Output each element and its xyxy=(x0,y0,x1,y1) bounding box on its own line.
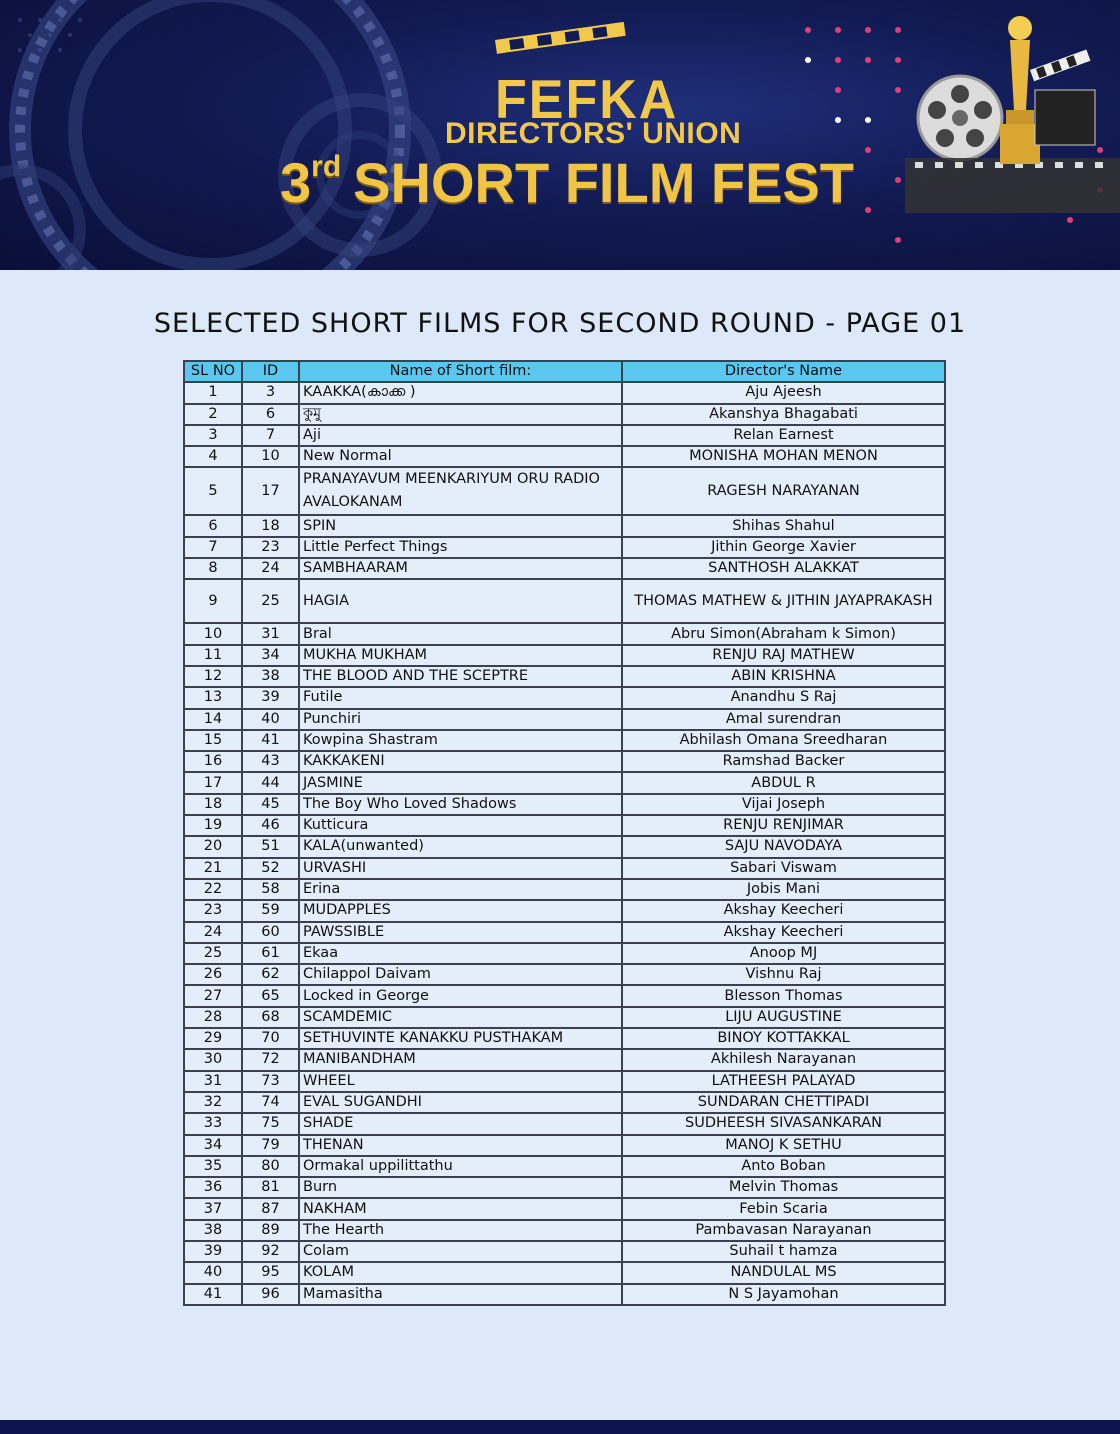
cell-id: 7 xyxy=(242,425,299,446)
cell-film-name: JASMINE xyxy=(299,772,622,793)
table-row xyxy=(184,687,945,708)
cell-id: 62 xyxy=(242,964,299,985)
cell-film-name: Colam xyxy=(299,1241,622,1262)
table-row xyxy=(184,579,945,623)
cell-sl-no: 33 xyxy=(184,1113,242,1134)
fest-title-text: SHORT FILM FEST xyxy=(353,151,855,214)
cell-director: ABIN KRISHNA xyxy=(622,666,945,687)
table-row xyxy=(184,1262,945,1283)
table-row xyxy=(184,1049,945,1070)
cell-id: 87 xyxy=(242,1198,299,1219)
table-row xyxy=(184,985,945,1006)
cell-id: 81 xyxy=(242,1177,299,1198)
cell-director: Akshay Keecheri xyxy=(622,922,945,943)
cell-film-name: Kutticura xyxy=(299,815,622,836)
fest-suffix: rd xyxy=(311,150,342,183)
cell-id: 73 xyxy=(242,1071,299,1092)
table-row xyxy=(184,404,945,425)
cell-sl-no: 15 xyxy=(184,730,242,751)
cell-sl-no: 20 xyxy=(184,836,242,857)
table-header-row xyxy=(184,361,945,382)
fest-title xyxy=(280,150,854,215)
table-row xyxy=(184,1135,945,1156)
header-banner xyxy=(0,0,1120,270)
cell-director: MONISHA MOHAN MENON xyxy=(622,446,945,467)
cell-film-name: The Hearth xyxy=(299,1220,622,1241)
cell-id: 46 xyxy=(242,815,299,836)
cell-director: Abru Simon(Abraham k Simon) xyxy=(622,623,945,644)
cell-sl-no: 21 xyxy=(184,858,242,879)
table-row xyxy=(184,815,945,836)
cell-director: RENJU RENJIMAR xyxy=(622,815,945,836)
cell-film-name: Punchiri xyxy=(299,709,622,730)
cell-id: 38 xyxy=(242,666,299,687)
table-row xyxy=(184,836,945,857)
cell-film-name: Little Perfect Things xyxy=(299,537,622,558)
cell-sl-no: 4 xyxy=(184,446,242,467)
cell-film-name: MANIBANDHAM xyxy=(299,1049,622,1070)
cell-id: 52 xyxy=(242,858,299,879)
cell-id: 43 xyxy=(242,751,299,772)
cell-id: 95 xyxy=(242,1262,299,1283)
cell-sl-no: 38 xyxy=(184,1220,242,1241)
directors-union-logo: DIRECTORS' UNION xyxy=(445,117,742,150)
cell-id: 39 xyxy=(242,687,299,708)
cell-director: SUNDARAN CHETTIPADI xyxy=(622,1092,945,1113)
cell-id: 41 xyxy=(242,730,299,751)
cell-sl-no: 9 xyxy=(184,579,242,623)
cell-sl-no: 23 xyxy=(184,900,242,921)
cell-director: RAGESH NARAYANAN xyxy=(622,467,945,515)
header-film-name: Name of Short film: xyxy=(299,361,622,382)
cell-sl-no: 18 xyxy=(184,794,242,815)
table-row xyxy=(184,964,945,985)
cell-film-name: WHEEL xyxy=(299,1071,622,1092)
table-row xyxy=(184,666,945,687)
cell-sl-no: 12 xyxy=(184,666,242,687)
cell-film-name: THENAN xyxy=(299,1135,622,1156)
cell-id: 24 xyxy=(242,558,299,579)
table-row xyxy=(184,515,945,536)
cell-director: Vishnu Raj xyxy=(622,964,945,985)
cell-director: SUDHEESH SIVASANKARAN xyxy=(622,1113,945,1134)
table-row xyxy=(184,1071,945,1092)
cell-id: 70 xyxy=(242,1028,299,1049)
cell-id: 31 xyxy=(242,623,299,644)
cell-id: 45 xyxy=(242,794,299,815)
cell-id: 3 xyxy=(242,382,299,403)
cell-sl-no: 40 xyxy=(184,1262,242,1283)
cell-sl-no: 3 xyxy=(184,425,242,446)
cell-sl-no: 2 xyxy=(184,404,242,425)
cell-director: Anto Boban xyxy=(622,1156,945,1177)
cell-id: 96 xyxy=(242,1284,299,1305)
cell-id: 17 xyxy=(242,467,299,515)
cell-director: Anoop MJ xyxy=(622,943,945,964)
table-row xyxy=(184,558,945,579)
fefka-logo: FEFKA xyxy=(495,69,679,131)
table-row xyxy=(184,1092,945,1113)
cell-director: Suhail t hamza xyxy=(622,1241,945,1262)
cell-film-name: Ekaa xyxy=(299,943,622,964)
cell-sl-no: 8 xyxy=(184,558,242,579)
table-row xyxy=(184,425,945,446)
cell-id: 60 xyxy=(242,922,299,943)
table-row xyxy=(184,645,945,666)
cell-director: THOMAS MATHEW & JITHIN JAYAPRAKASH xyxy=(622,579,945,623)
cell-film-name: PAWSSIBLE xyxy=(299,922,622,943)
cell-director: ABDUL R xyxy=(622,772,945,793)
cell-film-name: MUKHA MUKHAM xyxy=(299,645,622,666)
cell-id: 80 xyxy=(242,1156,299,1177)
cell-director: Abhilash Omana Sreedharan xyxy=(622,730,945,751)
cell-sl-no: 7 xyxy=(184,537,242,558)
cell-id: 59 xyxy=(242,900,299,921)
cell-director: Jobis Mani xyxy=(622,879,945,900)
cell-id: 34 xyxy=(242,645,299,666)
cell-sl-no: 36 xyxy=(184,1177,242,1198)
cell-film-name: NAKHAM xyxy=(299,1198,622,1219)
table-row xyxy=(184,623,945,644)
table-row xyxy=(184,1007,945,1028)
cell-id: 40 xyxy=(242,709,299,730)
cell-sl-no: 14 xyxy=(184,709,242,730)
table-row xyxy=(184,537,945,558)
cell-director: Vijai Joseph xyxy=(622,794,945,815)
table-row xyxy=(184,1156,945,1177)
cell-film-name: Erina xyxy=(299,879,622,900)
cell-director: MANOJ K SETHU xyxy=(622,1135,945,1156)
cell-film-name: PRANAYAVUM MEENKARIYUM ORU RADIO AVALOKANAM xyxy=(299,467,622,515)
cell-sl-no: 39 xyxy=(184,1241,242,1262)
cell-sl-no: 24 xyxy=(184,922,242,943)
cell-director: RENJU RAJ MATHEW xyxy=(622,645,945,666)
footer-strip xyxy=(0,1420,1120,1434)
cell-id: 6 xyxy=(242,404,299,425)
page-title: SELECTED SHORT FILMS FOR SECOND ROUND - PAGE 01 xyxy=(153,308,967,339)
table-row xyxy=(184,751,945,772)
cell-film-name: SAMBHAARAM xyxy=(299,558,622,579)
cell-film-name: KALA(unwanted) xyxy=(299,836,622,857)
cell-film-name: THE BLOOD AND THE SCEPTRE xyxy=(299,666,622,687)
fest-number: 3 xyxy=(280,151,312,214)
cell-director: Ramshad Backer xyxy=(622,751,945,772)
cell-sl-no: 16 xyxy=(184,751,242,772)
cell-director: BINOY KOTTAKKAL xyxy=(622,1028,945,1049)
table-row xyxy=(184,1177,945,1198)
cell-sl-no: 26 xyxy=(184,964,242,985)
cell-id: 75 xyxy=(242,1113,299,1134)
cell-film-name: Bral xyxy=(299,623,622,644)
cell-director: SAJU NAVODAYA xyxy=(622,836,945,857)
cell-film-name: Chilappol Daivam xyxy=(299,964,622,985)
cell-director: LIJU AUGUSTINE xyxy=(622,1007,945,1028)
cell-film-name: EVAL SUGANDHI xyxy=(299,1092,622,1113)
cell-director: Febin Scaria xyxy=(622,1198,945,1219)
selected-films-table xyxy=(183,360,946,1306)
cell-sl-no: 17 xyxy=(184,772,242,793)
table-row xyxy=(184,900,945,921)
cell-sl-no: 35 xyxy=(184,1156,242,1177)
cell-director: NANDULAL MS xyxy=(622,1262,945,1283)
table-body xyxy=(184,382,945,1305)
table-row xyxy=(184,1284,945,1305)
table-row xyxy=(184,382,945,403)
cell-film-name: Burn xyxy=(299,1177,622,1198)
cell-sl-no: 25 xyxy=(184,943,242,964)
cell-director: Melvin Thomas xyxy=(622,1177,945,1198)
cell-sl-no: 22 xyxy=(184,879,242,900)
cell-sl-no: 13 xyxy=(184,687,242,708)
cell-id: 74 xyxy=(242,1092,299,1113)
cell-director: Sabari Viswam xyxy=(622,858,945,879)
cell-director: Akshay Keecheri xyxy=(622,900,945,921)
cell-sl-no: 34 xyxy=(184,1135,242,1156)
table-row xyxy=(184,1198,945,1219)
table-row xyxy=(184,772,945,793)
table-row xyxy=(184,1028,945,1049)
cell-sl-no: 32 xyxy=(184,1092,242,1113)
cell-film-name: The Boy Who Loved Shadows xyxy=(299,794,622,815)
header-sl-no: SL NO xyxy=(184,361,242,382)
cell-film-name: KAAKKA(കാക്ക ) xyxy=(299,382,622,403)
table-row xyxy=(184,467,945,515)
cell-film-name: Futile xyxy=(299,687,622,708)
cell-id: 68 xyxy=(242,1007,299,1028)
cell-sl-no: 37 xyxy=(184,1198,242,1219)
header-id: ID xyxy=(242,361,299,382)
cell-id: 72 xyxy=(242,1049,299,1070)
cell-director: Relan Earnest xyxy=(622,425,945,446)
table-row xyxy=(184,922,945,943)
cell-director: LATHEESH PALAYAD xyxy=(622,1071,945,1092)
cell-director: Amal surendran xyxy=(622,709,945,730)
cell-sl-no: 30 xyxy=(184,1049,242,1070)
cell-film-name: KAKKAKENI xyxy=(299,751,622,772)
cell-film-name: SHADE xyxy=(299,1113,622,1134)
cell-director: N S Jayamohan xyxy=(622,1284,945,1305)
cell-sl-no: 27 xyxy=(184,985,242,1006)
table-row xyxy=(184,943,945,964)
cell-director: Akhilesh Narayanan xyxy=(622,1049,945,1070)
cell-id: 10 xyxy=(242,446,299,467)
cell-director: Pambavasan Narayanan xyxy=(622,1220,945,1241)
table-row xyxy=(184,1113,945,1134)
table-row xyxy=(184,709,945,730)
cell-sl-no: 41 xyxy=(184,1284,242,1305)
cell-film-name: Aji xyxy=(299,425,622,446)
cell-film-name: Ormakal uppilittathu xyxy=(299,1156,622,1177)
cell-film-name: Kowpina Shastram xyxy=(299,730,622,751)
cell-sl-no: 29 xyxy=(184,1028,242,1049)
cell-sl-no: 6 xyxy=(184,515,242,536)
cell-director: Anandhu S Raj xyxy=(622,687,945,708)
cell-id: 61 xyxy=(242,943,299,964)
cell-film-name: New Normal xyxy=(299,446,622,467)
header-director: Director's Name xyxy=(622,361,945,382)
cell-id: 65 xyxy=(242,985,299,1006)
cell-id: 25 xyxy=(242,579,299,623)
cell-film-name: URVASHI xyxy=(299,858,622,879)
cell-id: 51 xyxy=(242,836,299,857)
cell-sl-no: 10 xyxy=(184,623,242,644)
cell-film-name: KOLAM xyxy=(299,1262,622,1283)
cell-director: Blesson Thomas xyxy=(622,985,945,1006)
cell-sl-no: 1 xyxy=(184,382,242,403)
cell-film-name: Locked in George xyxy=(299,985,622,1006)
table-row xyxy=(184,794,945,815)
cell-id: 18 xyxy=(242,515,299,536)
cell-film-name: SETHUVINTE KANAKKU PUSTHAKAM xyxy=(299,1028,622,1049)
table-row xyxy=(184,1220,945,1241)
cell-film-name: HAGIA xyxy=(299,579,622,623)
table-row xyxy=(184,858,945,879)
cell-director: Shihas Shahul xyxy=(622,515,945,536)
cell-sl-no: 31 xyxy=(184,1071,242,1092)
table-row xyxy=(184,446,945,467)
cell-id: 58 xyxy=(242,879,299,900)
cell-id: 79 xyxy=(242,1135,299,1156)
cell-sl-no: 28 xyxy=(184,1007,242,1028)
cell-film-name: MUDAPPLES xyxy=(299,900,622,921)
cell-id: 89 xyxy=(242,1220,299,1241)
table-row xyxy=(184,879,945,900)
cell-film-name: কুমু xyxy=(299,404,622,425)
cell-director: Akanshya Bhagabati xyxy=(622,404,945,425)
cell-id: 44 xyxy=(242,772,299,793)
cell-id: 23 xyxy=(242,537,299,558)
cell-director: SANTHOSH ALAKKAT xyxy=(622,558,945,579)
cell-sl-no: 19 xyxy=(184,815,242,836)
cell-id: 92 xyxy=(242,1241,299,1262)
table-row xyxy=(184,730,945,751)
cell-film-name: SPIN xyxy=(299,515,622,536)
cell-director: Jithin George Xavier xyxy=(622,537,945,558)
cell-film-name: SCAMDEMIC xyxy=(299,1007,622,1028)
cell-film-name: Mamasitha xyxy=(299,1284,622,1305)
cell-sl-no: 5 xyxy=(184,467,242,515)
cell-sl-no: 11 xyxy=(184,645,242,666)
cell-director: Aju Ajeesh xyxy=(622,382,945,403)
table-row xyxy=(184,1241,945,1262)
